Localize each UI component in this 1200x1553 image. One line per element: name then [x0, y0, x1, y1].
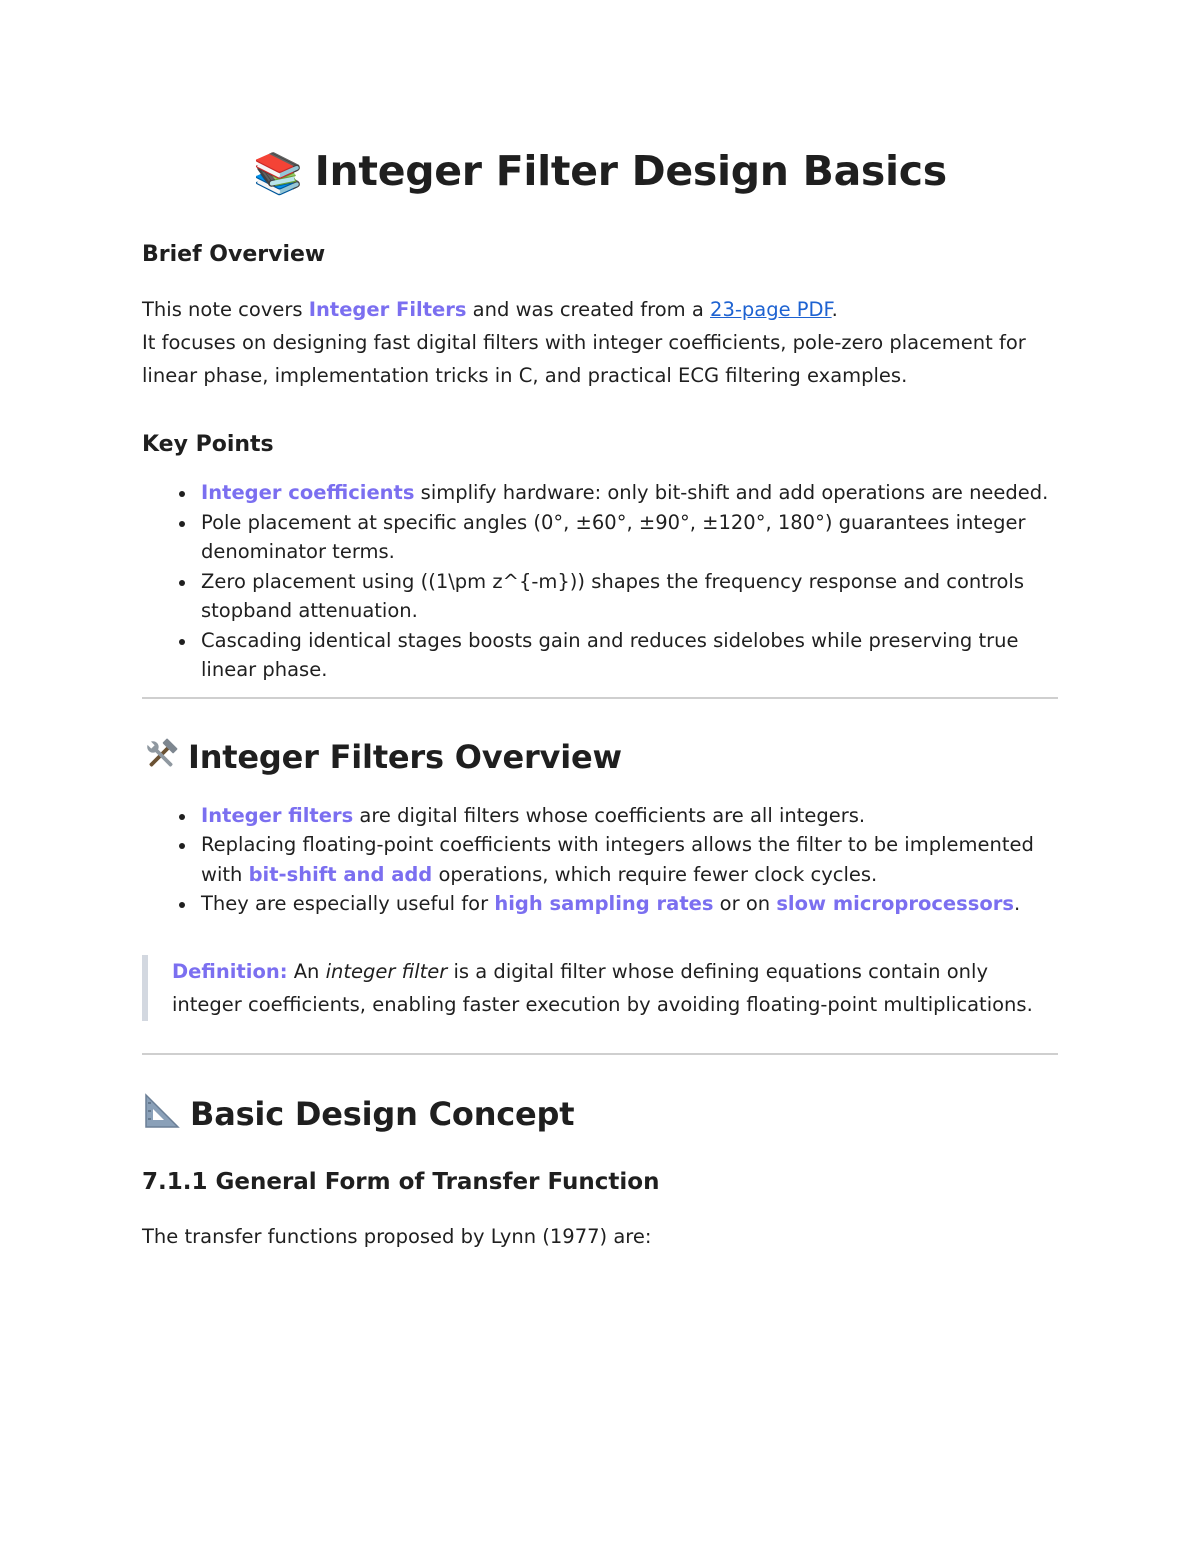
bit-shift-add-term: bit-shift and add: [248, 862, 433, 886]
definition-text-2: is a digital filter whose defining equations contain only integer coefficients, enabling faster execution by avoiding floating-point multiplications.: [172, 959, 1033, 1016]
key-points-list: [142, 478, 1058, 685]
design-heading: [142, 1091, 1058, 1136]
triangular-ruler-icon: [142, 1091, 182, 1131]
integer-filters-highlight: Integer Filters: [308, 298, 467, 321]
integer-coefficients-highlight: Integer coefficients: [201, 481, 415, 504]
key-point-1-text: simplify hardware: only bit-shift and add operations are needed.: [414, 481, 1049, 504]
overview-b2-text-2: operations, which require fewer clock cycles.: [432, 862, 878, 886]
list-item: Zero placement using ((1\pm z^{-m})) shapes the frequency response and controls stopband attenuation.: [201, 567, 1058, 626]
list-item: [201, 889, 1058, 919]
page-title: [142, 138, 1058, 204]
high-sampling-rates-term: high sampling rates: [494, 892, 714, 915]
list-item: Cascading identical stages boosts gain and reduces sidelobes while preserving true linear phase.: [201, 626, 1058, 685]
hammer-wrench-icon: [142, 736, 180, 774]
list-item: [201, 830, 1058, 889]
overview-b3-text-2: or on: [713, 892, 777, 915]
list-item: [201, 801, 1058, 831]
brief-text-2: and was created from a: [466, 298, 711, 321]
definition-term: integer filter: [325, 959, 448, 983]
list-item: Pole placement at specific angles (0°, ±60°, ±90°, ±120°, 180°) guarantees integer denominator terms.: [201, 508, 1058, 567]
definition-callout: [142, 955, 1058, 1021]
document-content: [142, 138, 1058, 1253]
definition-text-1: An: [287, 959, 326, 983]
brief-overview-heading: Brief Overview: [142, 242, 326, 267]
overview-b2-text-1: Replacing floating-point coefficients with integers allows the filter to be implemented with: [201, 833, 1034, 886]
transfer-function-subheading: 7.1.1 General Form of Transfer Function: [142, 1168, 660, 1195]
overview-b3-text-3: .: [1013, 892, 1021, 915]
integer-filters-term: Integer filters: [201, 803, 354, 827]
brief-text-3: .: [831, 298, 838, 321]
key-points-heading: Key Points: [142, 432, 274, 457]
definition-label: Definition:: [172, 959, 288, 983]
overview-b1-text: are digital filters whose coefficients are all integers.: [353, 803, 866, 827]
overview-list: [142, 801, 1058, 919]
pdf-link[interactable]: 23-page PDF: [710, 298, 832, 321]
brief-overview-text: [142, 293, 1058, 392]
page-title-text: Integer Filter Design Basics: [314, 147, 947, 195]
slow-microprocessors-term: slow microprocessors: [776, 892, 1014, 915]
brief-text-4: It focuses on designing fast digital filters with integer coefficients, pole-zero placement for linear phase, implementation tricks in C, and practical ECG filtering examples.: [142, 331, 1026, 387]
overview-b3-text-1: They are especially useful for: [201, 892, 495, 915]
overview-heading-text: Integer Filters Overview: [188, 737, 622, 776]
overview-heading: [142, 735, 1058, 779]
list-item: [201, 478, 1058, 508]
design-heading-text: Basic Design Concept: [190, 1094, 575, 1133]
books-icon: 📚: [253, 151, 303, 197]
brief-text-1: This note covers: [142, 298, 309, 321]
transfer-function-text: The transfer functions proposed by Lynn (1977) are:: [142, 1224, 652, 1248]
